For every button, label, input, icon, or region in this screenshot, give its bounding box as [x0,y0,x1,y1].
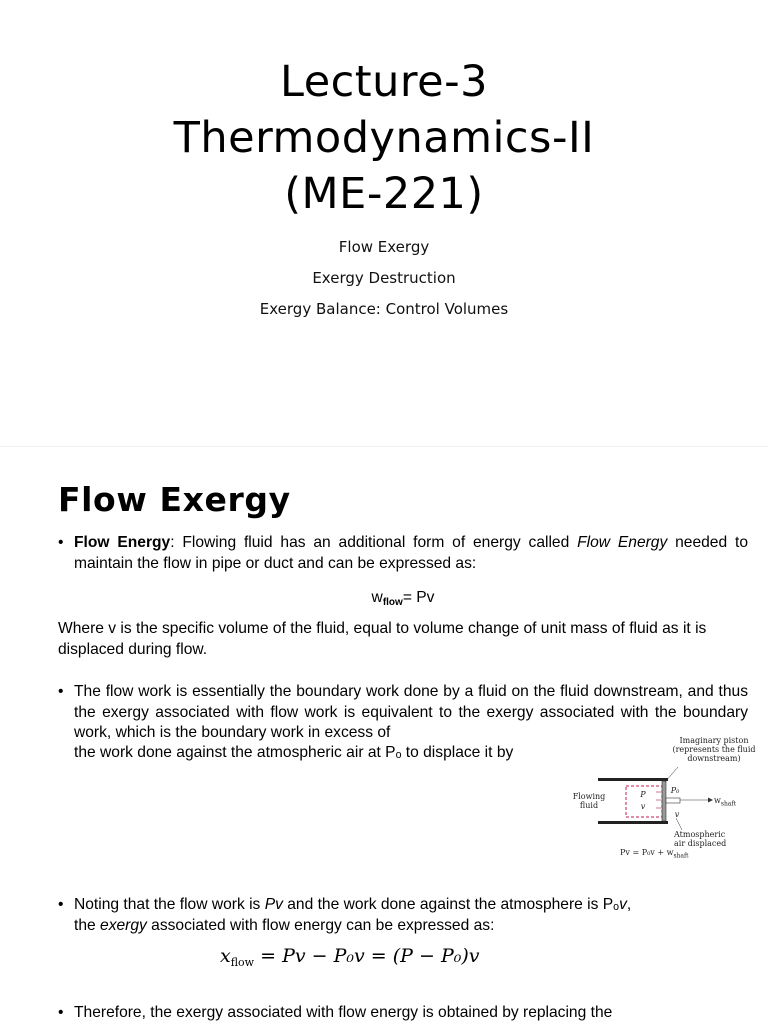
v-small-label: v [674,810,680,819]
bullet-text: The flow work is essentially the boundary work done by a fluid on the fluid downstream, and thus the exergy associated with flow work is equivalent to the exergy associated with the boundary work, which is the boundary work in excess of [74,683,748,741]
title-line-2: Thermodynamics-II [173,113,595,163]
wshaft-symbol: w [714,796,721,805]
p0-label: P₀ [670,786,680,795]
bullet-text-part: : Flowing fluid has an additional form of energy called [170,534,578,551]
title-line-1: Lecture-3 [280,57,488,107]
slide-title [0,54,768,222]
formula-wflow [0,588,768,614]
diagram-equation [620,848,730,861]
formula-subscript: flow [382,597,403,608]
slide-subtitles [0,232,768,325]
piston-diagram [568,734,758,858]
bullet-text-part: needed to maintain the flow in pipe or duct and can be expressed as: [74,534,748,572]
subtitle-exergy-destruction: Exergy Destruction [312,269,456,287]
bullet-text [74,895,748,916]
bullet-marker: • [58,534,64,551]
bullet-text-part: associated with flow energy can be expressed as: [146,917,495,934]
bullet-flow-energy [58,533,748,574]
title-line-3: (ME-221) [284,169,484,219]
formula-rest: = Pv [402,589,435,606]
bullet-text-line [74,916,494,937]
italic-v: v [619,896,627,913]
volume-label: v [640,802,646,811]
equation-subscript: shaft [673,852,689,860]
term-flow-energy: Flow Energy [74,534,171,551]
content-slide [0,448,768,1024]
formula-xflow [220,944,480,975]
flowing-fluid-label: Flowing fluid [572,792,606,810]
formula-symbol: w [371,589,383,606]
equation-text: Pv = P₀v + w [620,848,674,857]
slide-divider [0,446,768,447]
bullet-text-line: the work done against the atmospheric air at Pₒ to displace it by [74,744,514,761]
bullet-text-part: the [74,917,101,934]
bullet-text-part: Noting that the flow work is [74,896,265,913]
pressure-label: P [640,790,646,799]
bullet-text-part: , [626,896,632,913]
italic-pv: Pv [264,896,283,913]
piston-label: Imaginary piston (represents the fluid downstream) [672,736,756,763]
bullet-text-part: and the work done against the atmosphere is Pₒ [282,896,620,913]
title-slide [0,0,768,432]
subtitle-exergy-balance: Exergy Balance: Control Volumes [259,300,509,318]
bullet-text [74,533,748,574]
bullet-marker: • [58,683,64,700]
bullet-noting [58,895,748,916]
wshaft-label [714,796,744,809]
bullet-marker: • [58,1004,64,1021]
formula-symbol: x [220,945,231,967]
atmospheric-label: Atmospheric air displaced [674,830,727,848]
italic-flow-energy: Flow Energy [577,534,668,551]
formula-subscript: flow [230,956,255,969]
slide-heading: Flow Exergy [58,480,291,519]
subtitle-flow-exergy: Flow Exergy [338,238,430,256]
wshaft-subscript: shaft [720,800,737,808]
italic-exergy: exergy [100,917,147,934]
formula-rest: = Pv − P₀v = (P − P₀)v [254,945,480,967]
bullet-therefore [58,1003,748,1024]
bullet-text: Therefore, the exergy associated with flow energy is obtained by replacing the [74,1004,613,1021]
where-paragraph: Where v is the specific volume of the fluid, equal to volume change of unit mass of fluid as it is displaced during flow. [58,620,707,658]
bullet-marker: • [58,896,64,913]
